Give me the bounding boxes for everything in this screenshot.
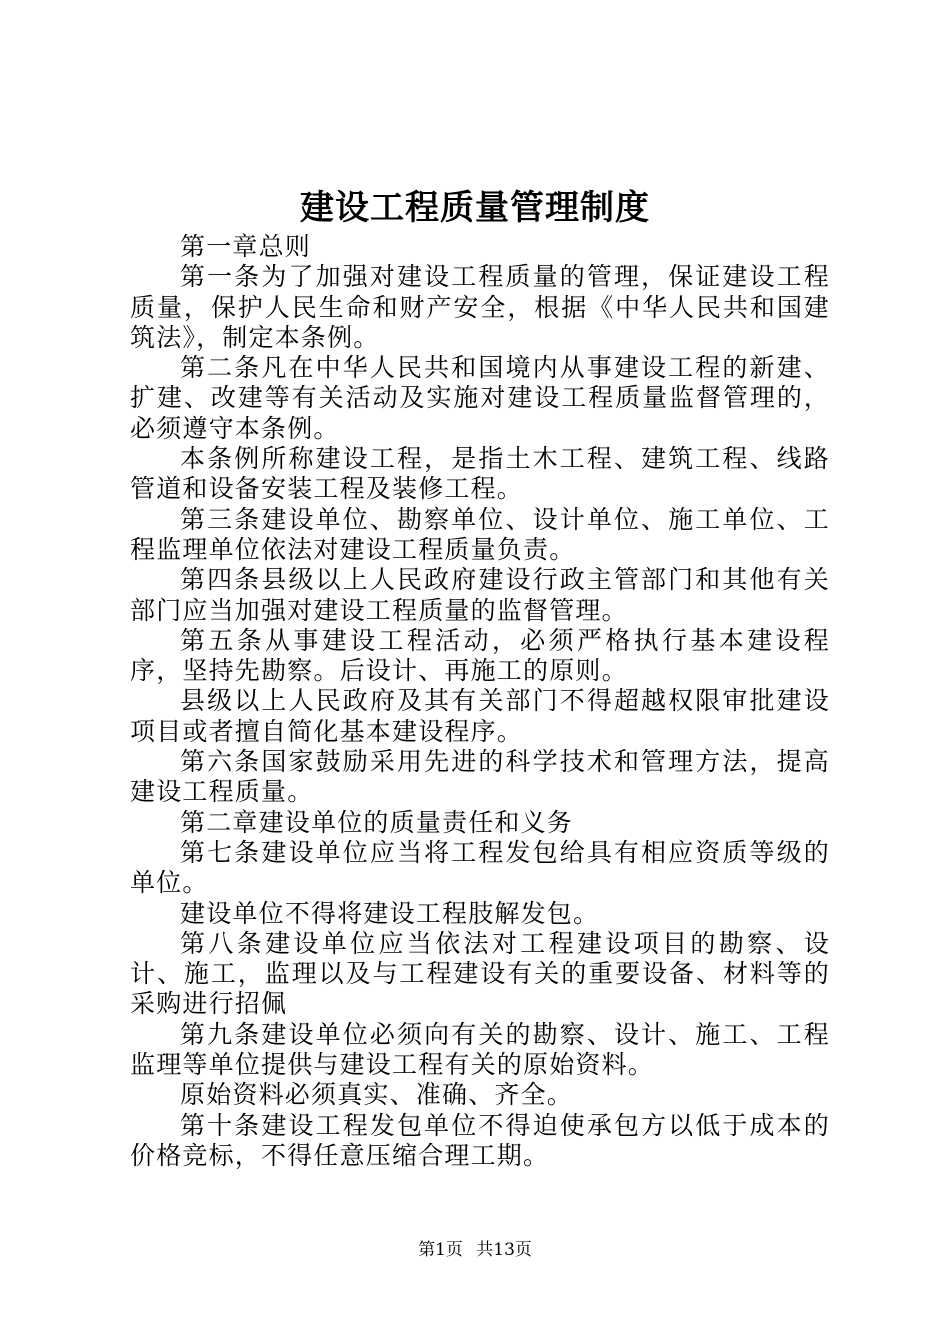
paragraph: 县级以上人民政府及其有关部门不得超越权限审批建设项目或者擅自简化基本建设程序。 [130, 686, 830, 746]
paragraph: 第二章建设单位的质量责任和义务 [180, 807, 574, 837]
page-number: 第1页 [418, 1240, 463, 1260]
paragraph: 第四条县级以上人民政府建设行政主管部门和其他有关部门应当加强对建设工程质量的监督管理。 [130, 565, 830, 625]
document-title: 建设工程质量管理制度 [300, 188, 650, 228]
paragraph: 第六条国家鼓励采用先进的科学技术和管理方法，提高建设工程质量。 [130, 747, 830, 807]
paragraph: 建设单位不得将建设工程肢解发包。 [180, 898, 600, 928]
paragraph: 第七条建设单位应当将工程发包给具有相应资质等级的单位。 [130, 837, 830, 898]
paragraph: 第九条建设单位必须向有关的勘察、设计、施工、工程监理等单位提供与建设工程有关的原始资料。 [130, 1019, 830, 1080]
paragraph: 第三条建设单位、勘察单位、设计单位、施工单位、工程监理单位依法对建设工程质量负责。 [130, 504, 830, 564]
paragraph: 第十条建设工程发包单位不得迫使承包方以低于成本的价格竞标，不得任意压缩合理工期。 [130, 1110, 830, 1170]
paragraph: 第八条建设单位应当依法对工程建设项目的勘察、设计、施工，监理以及与工程建设有关的重要设备、材料等的采购进行招佩 [130, 928, 830, 1019]
paragraph: 第五条从事建设工程活动，必须严格执行基本建设程序，坚持先勘察。后设计、再施工的原则。 [130, 625, 830, 686]
paragraph: 本条例所称建设工程，是指土木工程、建筑工程、线路管道和设备安装工程及装修工程。 [130, 444, 830, 504]
document-body [130, 232, 830, 1171]
page-footer [0, 1239, 950, 1261]
paragraph: 第一条为了加强对建设工程质量的管理，保证建设工程质量，保护人民生命和财产安全，根据《中华人民共和国建筑法》，制定本条例。 [130, 262, 830, 352]
paragraph: 原始资料必须真实、准确、齐全。 [180, 1080, 574, 1110]
paragraph: 第二条凡在中华人民共和国境内从事建设工程的新建、扩建、改建等有关活动及实施对建设工程质量监督管理的，必须遵守本条例。 [130, 353, 830, 443]
paragraph: 第一章总则 [180, 232, 312, 261]
page-total: 共13页 [476, 1240, 532, 1260]
